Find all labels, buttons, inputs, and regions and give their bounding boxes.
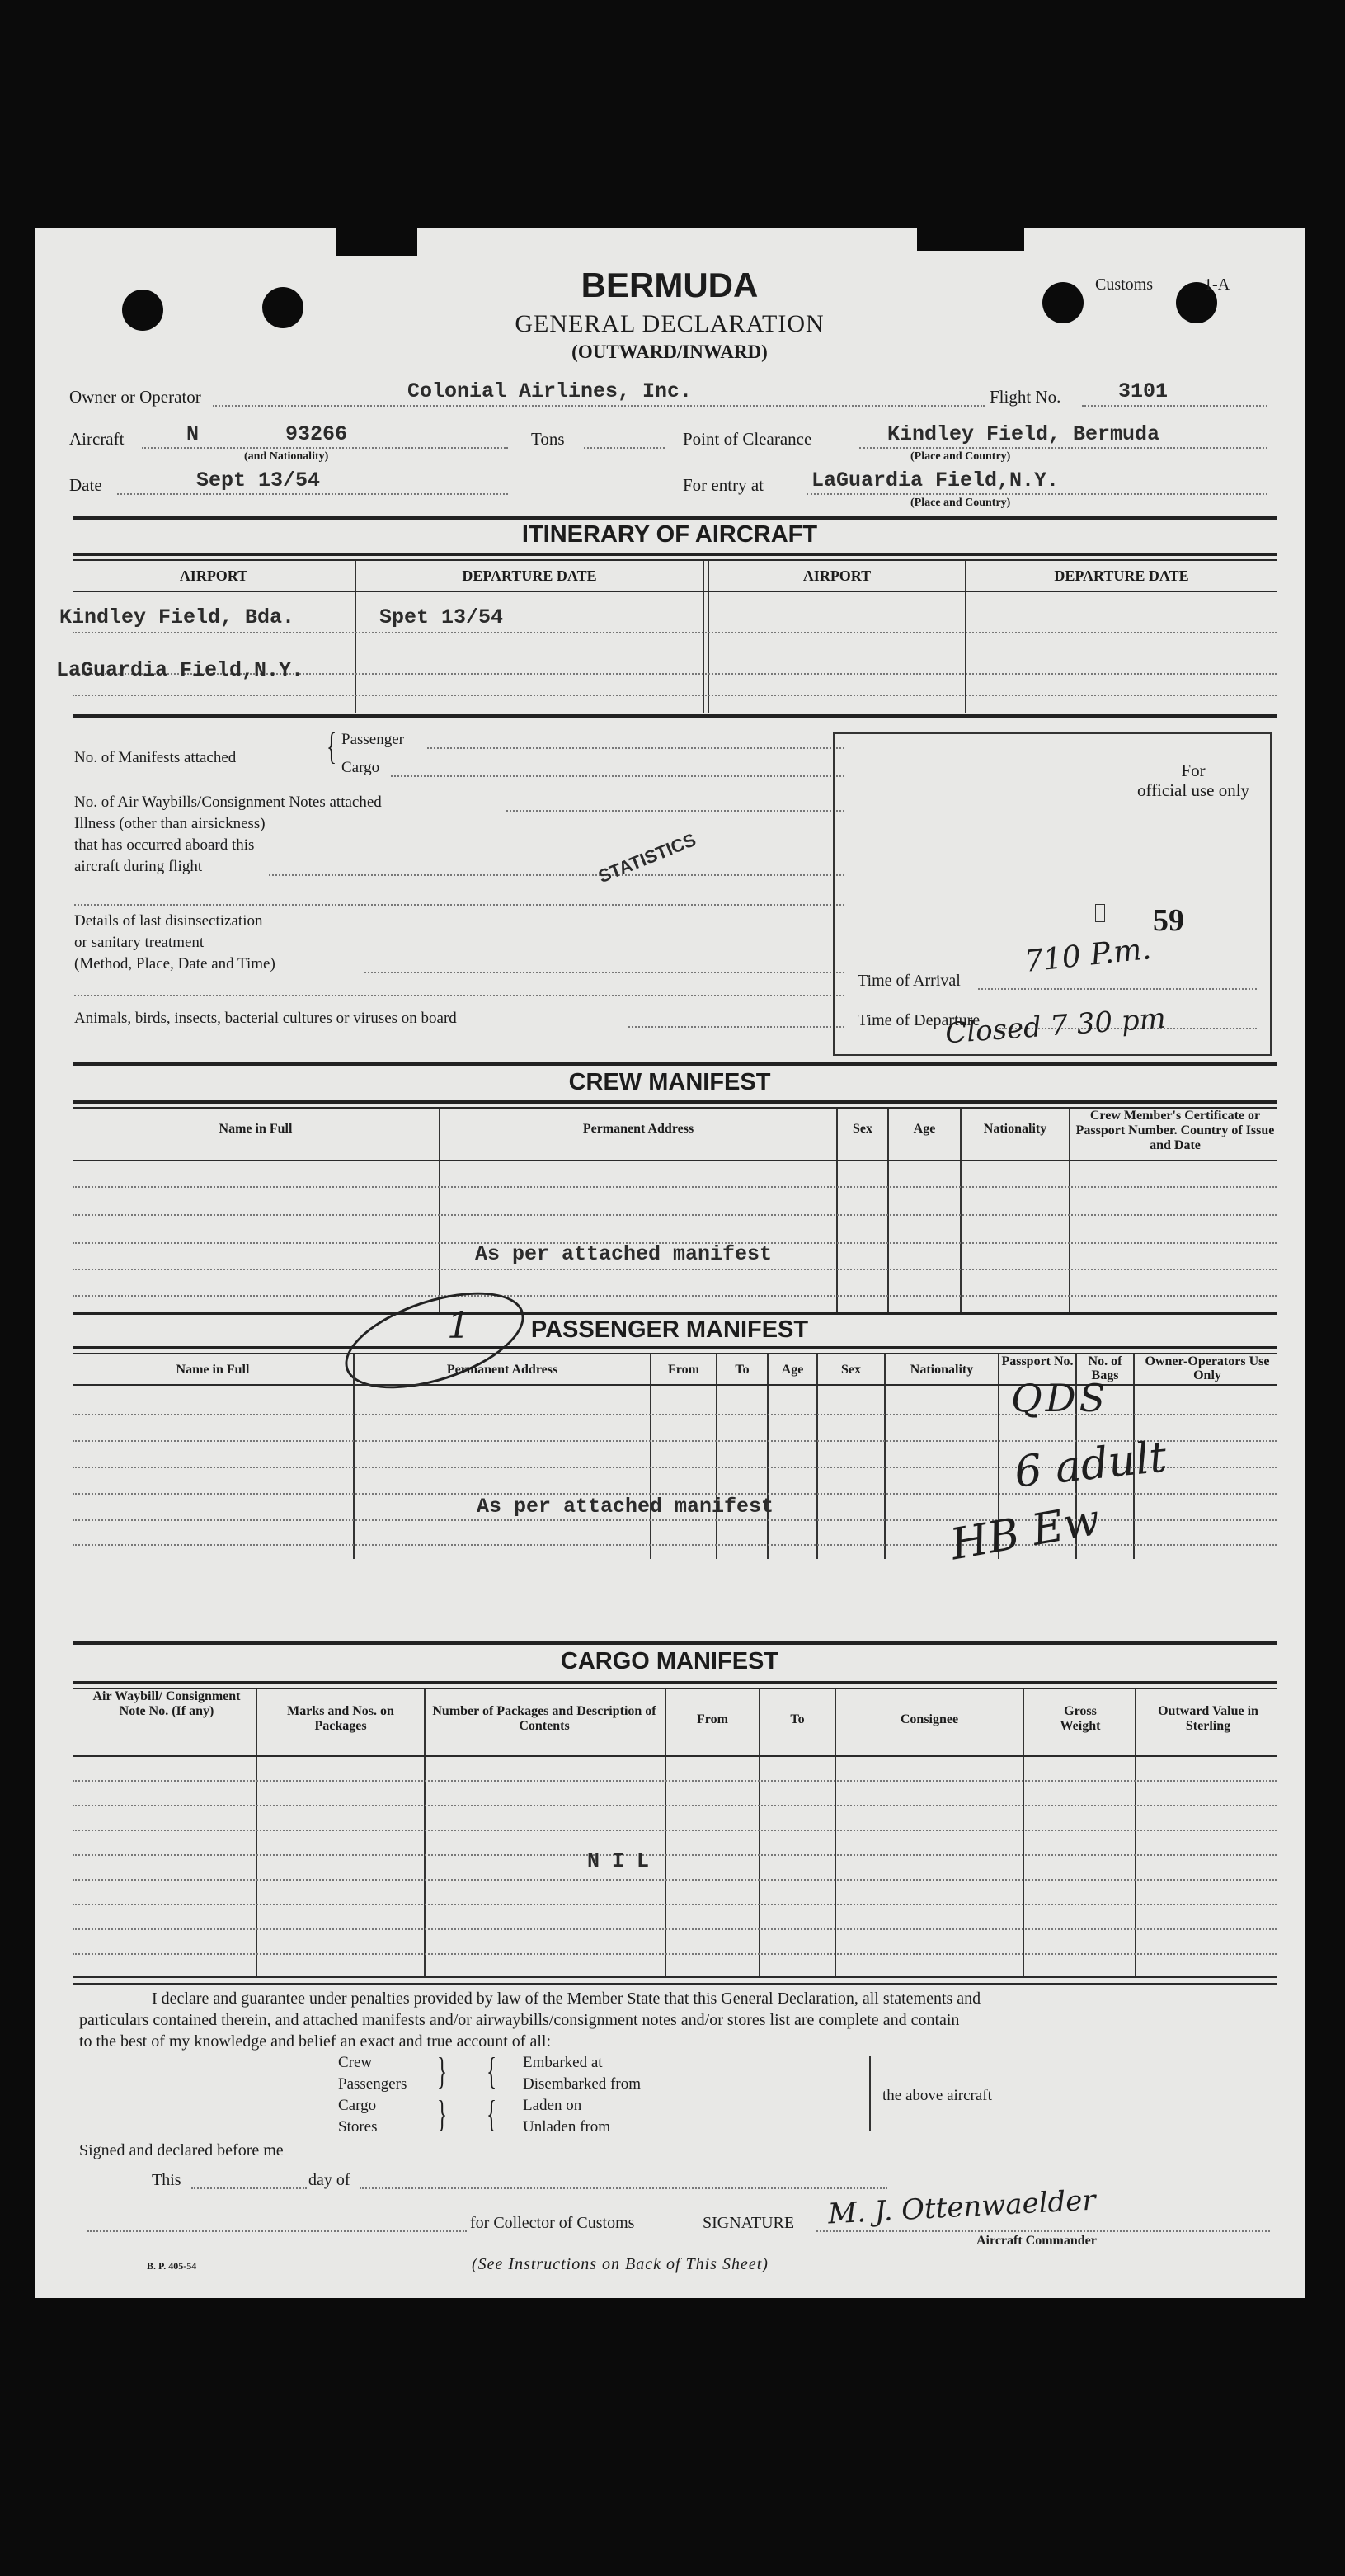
official-title-1: For xyxy=(1181,761,1206,780)
entry-label: For entry at xyxy=(683,475,764,495)
passenger-note: As per attached manifest xyxy=(477,1495,774,1519)
clearance-place-note: (Place and Country) xyxy=(910,450,1011,463)
passenger-col-to: To xyxy=(735,1363,750,1377)
passenger-col-nationality: Nationality xyxy=(910,1363,974,1377)
form-subtitle: (OUTWARD/INWARD) xyxy=(571,341,768,362)
clip-mark xyxy=(917,228,1024,251)
official-title-2: official use only xyxy=(1136,780,1250,800)
entry-value: LaGuardia Field,N.Y. xyxy=(811,469,1060,492)
owner-label: Owner or Operator xyxy=(69,387,201,407)
arrival-label: Time of Arrival xyxy=(858,972,961,990)
crew-col-certificate: Crew Member's Certificate or Passport Number. Country of Issue and Date xyxy=(1075,1109,1275,1152)
day-label: day of xyxy=(308,2171,350,2189)
crew-col-sex: Sex xyxy=(853,1122,872,1136)
illness-line-1: Illness (other than airsickness) xyxy=(74,815,266,832)
itinerary-row-1-date: Spet 13/54 xyxy=(379,605,504,629)
list-b-laden: Laden on xyxy=(523,2097,582,2114)
itinerary-col-date-1: DEPARTURE DATE xyxy=(462,567,597,584)
crew-title: CREW MANIFEST xyxy=(568,1069,771,1095)
aircraft-prefix: N xyxy=(186,422,200,446)
crew-col-address: Permanent Address xyxy=(582,1122,694,1136)
cargo-col-waybill: Air Waybill/ Consignment Note No. (If any) xyxy=(92,1689,241,1718)
passenger-col-sex: Sex xyxy=(841,1363,861,1377)
instructions-note: (See Instructions on Back of This Sheet) xyxy=(472,2255,769,2273)
passenger-col-age: Age xyxy=(781,1363,804,1377)
cargo-col-from: From xyxy=(697,1712,728,1726)
clip-mark xyxy=(336,228,417,256)
entry-place-note: (Place and Country) xyxy=(910,497,1011,509)
declaration-line-3: to the best of my knowledge and belief an exact and true account of all: xyxy=(79,2032,552,2051)
cargo-note: N I L xyxy=(587,1849,650,1873)
customs-suffix: 1-A xyxy=(1204,275,1230,294)
declaration-form: BERMUDA GENERAL DECLARATION (OUTWARD/INWARD) Customs 1-A Owner or Operator Colonial Airlines, Inc. Flight No. 3101 Aircraft N 93266 (and Nationality) Tons Point of Clearance Kindley Field, Bermuda (Place and Country) Date Sept 13/54 For entry at LaGuardia Field,N.Y. (Place and Country) ITINERARY OF AIRCRAFT AIRPORT DEPARTURE DATE AIRPORT DEPARTURE DATE Kindley Field, Bda. Spet 13/54 LaGuardia Field,N.Y. No. of Manifests attached { Passenger Cargo No. of Air Waybills/Consignment Notes attached Illness (other than airsickness) that has occurred aboard this aircraft during flight STATISTICS Details of last disinsectization or sanitary treatment (Method, Place, Date and Time) Animals, birds, insects, bacterial cultures or viruses on board For official use only 59 Time of Arrival 710 P.m. Time of Departure Closed 7 30 pm CREW MANIFEST Name in Full Permanent Address Sex Age Nationality Crew Member's Certificate or Passport Number. Country of Issue and Date As per attached manifest PASSENGER MANIFEST 1 Name in Full Permanent Address From To Age Sex Nationality Passport No. No. of Bags Owner-Operators Use Only As per attached manifest QDS 6 adult HB Ew CARGO MANIFEST Air Waybill/ Consignment Note No. (If any) Marks and Nos. on Packages Number of Packages and Description of Contents From To Consignee Gross Weight Outward Value in Sterling N I L I declare and guarantee under penalties provided by law of the Member State that this General Declaration, all statements and particulars contained therein, and attached manifests and/or airwaybills/consignment notes and/or stores list are complete and contain to the best of my knowledge and belief an exact and true account of all: Crew Passengers Cargo Stores } } { { Embarked at Disembarked from Laden on Unladen from the above aircraft Signed and declared before me This day of for Collector of Customs SIGNATURE M. J. Ottenwaelder Aircraft Commander (See Instructions on Back of This Sheet) B. P. 405-54 xyxy=(35,228,1305,2298)
aircraft-phrase: the above aircraft xyxy=(882,2087,992,2104)
itinerary-col-date-2: DEPARTURE DATE xyxy=(1054,567,1189,584)
passenger-col-name: Name in Full xyxy=(176,1363,250,1377)
clearance-label: Point of Clearance xyxy=(683,429,812,449)
cargo-col-value: Outward Value in Sterling xyxy=(1158,1704,1258,1733)
list-a-crew: Crew xyxy=(338,2054,373,2071)
cargo-col-weight: Gross Weight xyxy=(1060,1704,1101,1733)
passenger-col-address: Permanent Address xyxy=(446,1363,558,1377)
collector-label: for Collector of Customs xyxy=(470,2214,635,2232)
passenger-col-from: From xyxy=(668,1363,699,1377)
itinerary-col-airport-2: AIRPORT xyxy=(802,567,872,584)
circled-number xyxy=(333,1273,535,1407)
nationality-note: (and Nationality) xyxy=(244,450,329,463)
customs-reference xyxy=(1095,275,1230,294)
owner-value: Colonial Airlines, Inc. xyxy=(407,379,693,403)
this-label: This xyxy=(152,2171,181,2189)
itinerary-row-1-airport: Kindley Field, Bda. xyxy=(59,605,295,629)
commander-label: Aircraft Commander xyxy=(976,2234,1097,2248)
signed-label: Signed and declared before me xyxy=(79,2141,284,2159)
cargo-col-marks: Marks and Nos. on Packages xyxy=(287,1704,394,1733)
cargo-col-consignee: Consignee xyxy=(900,1712,959,1726)
departure-value: Closed 7 30 pm xyxy=(943,1001,1168,1051)
passenger-col-bags: No. of Bags xyxy=(1088,1354,1122,1382)
commander-signature: M. J. Ottenwaelder xyxy=(827,2183,1097,2231)
list-a-cargo: Cargo xyxy=(338,2097,377,2114)
passenger-handwriting-1: QDS xyxy=(1011,1376,1109,1420)
date-value: Sept 13/54 xyxy=(196,469,321,492)
official-number: 59 xyxy=(1153,903,1184,938)
waybills-label: No. of Air Waybills/Consignment Notes attached xyxy=(74,794,382,811)
arrival-value: 710 P.m. xyxy=(1023,932,1153,979)
aircraft-label: Aircraft xyxy=(69,429,125,449)
cargo-title: CARGO MANIFEST xyxy=(560,1648,779,1674)
circled-number-value: 1 xyxy=(447,1305,470,1347)
crew-col-age: Age xyxy=(913,1122,936,1136)
cargo-col-to: To xyxy=(790,1712,805,1726)
aircraft-value: 93266 xyxy=(285,422,348,446)
passenger-col-passport: Passport No. xyxy=(1001,1354,1074,1368)
illness-line-3: aircraft during flight xyxy=(74,858,203,875)
passenger-title: PASSENGER MANIFEST xyxy=(530,1316,809,1343)
tons-label: Tons xyxy=(531,429,565,449)
disinsect-line-1: Details of last disinsectization xyxy=(74,912,263,930)
official-stamp-mark xyxy=(1095,904,1105,922)
country-title: BERMUDA xyxy=(581,266,759,304)
crew-col-name: Name in Full xyxy=(219,1122,293,1136)
itinerary-row-2-airport: LaGuardia Field,N.Y. xyxy=(56,658,304,682)
flight-label: Flight No. xyxy=(990,387,1061,407)
clearance-value: Kindley Field, Bermuda xyxy=(887,422,1160,446)
illness-line-2: that has occurred aboard this xyxy=(74,836,255,854)
declaration-line-2: particulars contained therein, and attached manifests and/or airwaybills/consignment notes and/or stores list are complete and contain xyxy=(79,2011,960,2029)
date-label: Date xyxy=(69,475,102,495)
signature-label: SIGNATURE xyxy=(703,2214,795,2232)
cargo-col-packages: Number of Packages and Description of Contents xyxy=(432,1704,656,1733)
manifests-label: No. of Manifests attached xyxy=(74,749,237,766)
customs-label: Customs xyxy=(1095,275,1154,294)
crew-note: As per attached manifest xyxy=(475,1242,773,1266)
departure-label: Time of Departure xyxy=(858,1011,981,1029)
declaration-line-1: I declare and guarantee under penalties provided by law of the Member State that this General Declaration, all statements and xyxy=(152,1990,981,2008)
passenger-handwriting-3: HB Ew xyxy=(947,1495,1104,1571)
passenger-col-owner-use: Owner-Operators Use Only xyxy=(1145,1354,1270,1382)
flight-value: 3101 xyxy=(1118,379,1169,403)
itinerary-title: ITINERARY OF AIRCRAFT xyxy=(521,521,818,548)
list-b-unladen: Unladen from xyxy=(523,2118,611,2136)
form-title: GENERAL DECLARATION xyxy=(515,310,825,337)
crew-col-nationality: Nationality xyxy=(983,1122,1047,1136)
disinsect-line-3: (Method, Place, Date and Time) xyxy=(74,955,275,972)
manifest-passenger-label: Passenger xyxy=(341,731,404,748)
animals-label: Animals, birds, insects, bacterial cultures or viruses on board xyxy=(74,1010,457,1027)
list-a-stores: Stores xyxy=(338,2118,378,2136)
statistics-stamp: STATISTICS xyxy=(595,829,699,888)
passenger-handwriting-2: 6 adult xyxy=(1012,1432,1169,1498)
list-b-disembarked: Disembarked from xyxy=(523,2075,641,2093)
form-number: B. P. 405-54 xyxy=(147,2260,197,2272)
itinerary-col-airport-1: AIRPORT xyxy=(179,567,248,584)
list-a-passengers: Passengers xyxy=(338,2075,407,2093)
list-b-embarked: Embarked at xyxy=(523,2054,603,2071)
manifest-cargo-label: Cargo xyxy=(341,759,380,776)
disinsect-line-2: or sanitary treatment xyxy=(74,934,205,951)
